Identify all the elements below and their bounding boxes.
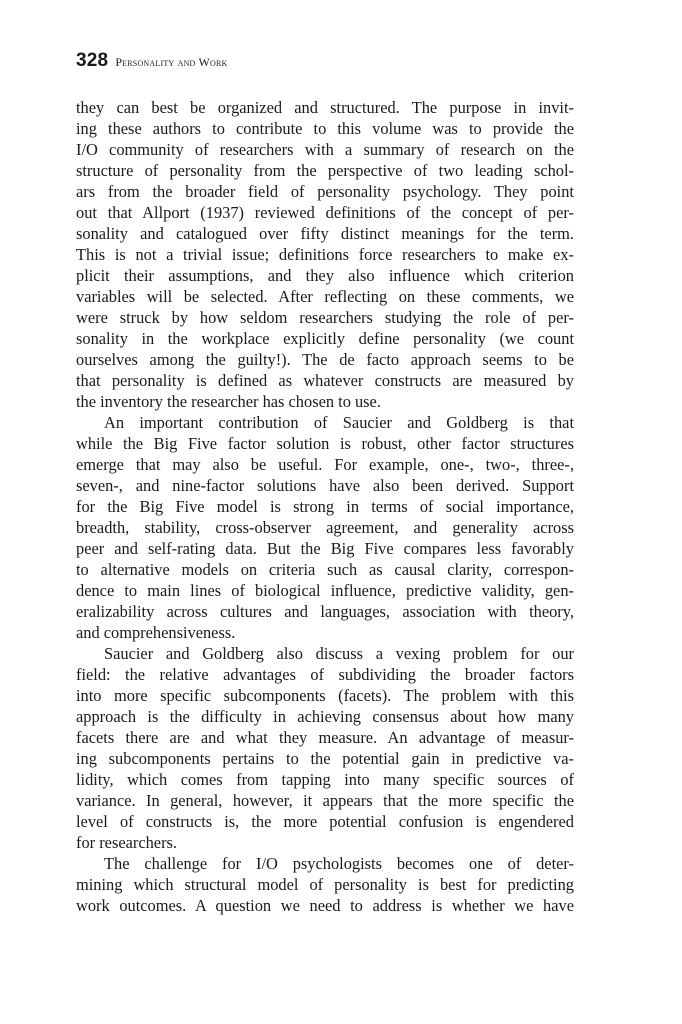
text-line: Saucier and Goldberg also discuss a vexing problem for our — [104, 644, 574, 663]
paragraph — [76, 97, 574, 412]
text-line: field: the relative advantages of subdividing the broader factors — [76, 665, 574, 684]
text-line: The challenge for I/O psychologists becomes one of deter- — [104, 854, 574, 873]
text-line: facets there are and what they measure. An advantage of measur- — [76, 728, 574, 747]
paragraph — [76, 853, 574, 916]
text-line: emerge that may also be useful. For example, one-, two-, three-, — [76, 455, 574, 474]
text-line: were struck by how seldom researchers studying the role of per- — [76, 308, 574, 327]
text-line: plicit their assumptions, and they also influence which criterion — [76, 266, 574, 285]
text-line: This is not a trivial issue; definitions force researchers to make ex- — [76, 245, 574, 264]
text-line: variables will be selected. After reflecting on these comments, we — [76, 287, 574, 306]
text-line: ourselves among the guilty!). The de facto approach seems to be — [76, 350, 574, 369]
text-line: approach is the difficulty in achieving consensus about how many — [76, 707, 574, 726]
text-line: they can best be organized and structured. The purpose in invit- — [76, 98, 574, 117]
text-line: I/O community of researchers with a summary of research on the — [76, 140, 574, 159]
text-line: breadth, stability, cross-observer agreement, and generality across — [76, 518, 574, 537]
text-line: that personality is defined as whatever constructs are measured by — [76, 371, 574, 390]
text-line: variance. In general, however, it appears that the more specific the — [76, 791, 574, 810]
text-line: sonality and catalogued over fifty distinct meanings for the term. — [76, 224, 574, 243]
text-line: peer and self-rating data. But the Big Five compares less favorably — [76, 539, 574, 558]
running-head — [76, 50, 228, 72]
paragraph — [76, 412, 574, 643]
text-line: ing these authors to contribute to this volume was to provide the — [76, 119, 574, 138]
text-line: ars from the broader field of personality psychology. They point — [76, 182, 574, 201]
text-line: for the Big Five model is strong in terms of social importance, — [76, 497, 574, 516]
text-line: structure of personality from the perspective of two leading schol- — [76, 161, 574, 180]
text-line: sonality in the workplace explicitly define personality (we count — [76, 329, 574, 348]
paragraph — [76, 643, 574, 853]
text-line: level of constructs is, the more potential confusion is engendered — [76, 812, 574, 831]
text-line: out that Allport (1937) reviewed definitions of the concept of per- — [76, 203, 574, 222]
text-line: eralizability across cultures and languages, association with theory, — [76, 602, 574, 621]
page-number: 328 — [76, 50, 109, 71]
body-text — [76, 97, 574, 916]
text-line: An important contribution of Saucier and Goldberg is that — [104, 413, 574, 432]
text-line: work outcomes. A question we need to address is whether we have — [76, 896, 574, 915]
text-line: and comprehensiveness. — [76, 623, 236, 642]
text-line: lidity, which comes from tapping into many specific sources of — [76, 770, 574, 789]
text-line: to alternative models on criteria such as causal clarity, correspon- — [76, 560, 574, 579]
text-line: while the Big Five factor solution is robust, other factor structures — [76, 434, 574, 453]
text-line: for researchers. — [76, 833, 178, 852]
book-title: Personality and Work — [115, 55, 228, 69]
text-line: mining which structural model of personality is best for predicting — [76, 875, 574, 894]
text-line: into more specific subcomponents (facets). The problem with this — [76, 686, 574, 705]
text-line: seven-, and nine-factor solutions have also been derived. Support — [76, 476, 574, 495]
text-line: ing subcomponents pertains to the potential gain in predictive va- — [76, 749, 574, 768]
text-line: dence to main lines of biological influence, predictive validity, gen- — [76, 581, 574, 600]
text-line: the inventory the researcher has chosen to use. — [76, 392, 381, 411]
